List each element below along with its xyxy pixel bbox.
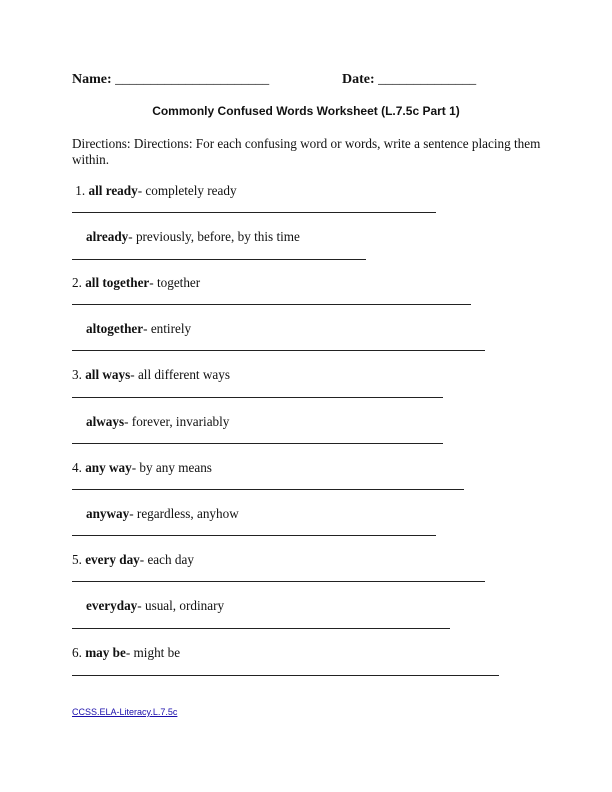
entry-definition: - together	[149, 275, 201, 290]
entry-number: 1.	[72, 183, 89, 198]
entry-definition: - all different ways	[130, 367, 230, 382]
name-field	[72, 72, 269, 88]
answer-line	[72, 535, 436, 536]
entry-word: already	[86, 229, 129, 244]
entry-word: all ready	[88, 183, 138, 198]
answer-line	[72, 489, 464, 490]
entry-number: 4.	[72, 460, 86, 475]
entry-already	[86, 229, 300, 245]
answer-line	[72, 397, 443, 398]
answer-line	[72, 259, 366, 260]
worksheet-title: Commonly Confused Words Worksheet (L.7.5c Part 1)	[152, 104, 460, 118]
entry-word: anyway	[86, 506, 130, 521]
answer-line	[72, 628, 450, 629]
entry-definition: - by any means	[131, 460, 212, 475]
answer-line	[72, 212, 436, 213]
entry-everyday	[86, 598, 224, 614]
entry-word: always	[86, 414, 125, 429]
date-field	[342, 72, 476, 88]
entry-all-ways	[72, 367, 230, 383]
entry-word: all ways	[85, 367, 131, 382]
answer-line	[72, 304, 471, 305]
answer-line	[72, 581, 485, 582]
date-label: Date:	[342, 72, 375, 87]
answer-line	[72, 443, 443, 444]
entry-number: 2.	[72, 275, 86, 290]
entry-definition: - usual, ordinary	[137, 598, 225, 613]
entry-may-be	[72, 645, 180, 661]
entry-all-together	[72, 275, 200, 291]
entry-word: everyday	[86, 598, 138, 613]
entry-definition: - regardless, anyhow	[129, 506, 239, 521]
date-blank: ______________	[378, 72, 477, 87]
entry-word: every day	[85, 552, 140, 567]
entry-number: 5.	[72, 552, 86, 567]
ccss-standard-link[interactable]: CCSS.ELA-Literacy.L.7.5c	[72, 707, 178, 717]
entry-definition: - completely ready	[137, 183, 237, 198]
entry-all-ready	[72, 183, 237, 199]
entry-definition: - previously, before, by this time	[128, 229, 300, 244]
answer-line	[72, 350, 485, 351]
entry-anyway	[86, 506, 239, 522]
entry-number: 6.	[72, 645, 86, 660]
entry-definition: - forever, invariably	[124, 414, 230, 429]
entry-word: may be	[85, 645, 126, 660]
name-label: Name:	[72, 72, 112, 87]
entry-word: all together	[85, 275, 150, 290]
entry-every-day	[72, 552, 194, 568]
entry-altogether	[86, 321, 191, 337]
answer-line	[72, 675, 499, 676]
name-blank: ______________________	[115, 72, 270, 87]
entry-word: any way	[85, 460, 132, 475]
entry-definition: - might be	[125, 645, 181, 660]
directions-text: Directions: Directions: For each confusing word or words, write a sentence placing them within.	[72, 136, 541, 167]
entry-always	[86, 414, 229, 430]
entry-definition: - each day	[139, 552, 194, 567]
entry-any-way	[72, 460, 212, 476]
entry-definition: - entirely	[143, 321, 192, 336]
entry-word: altogether	[86, 321, 144, 336]
entry-number: 3.	[72, 367, 86, 382]
